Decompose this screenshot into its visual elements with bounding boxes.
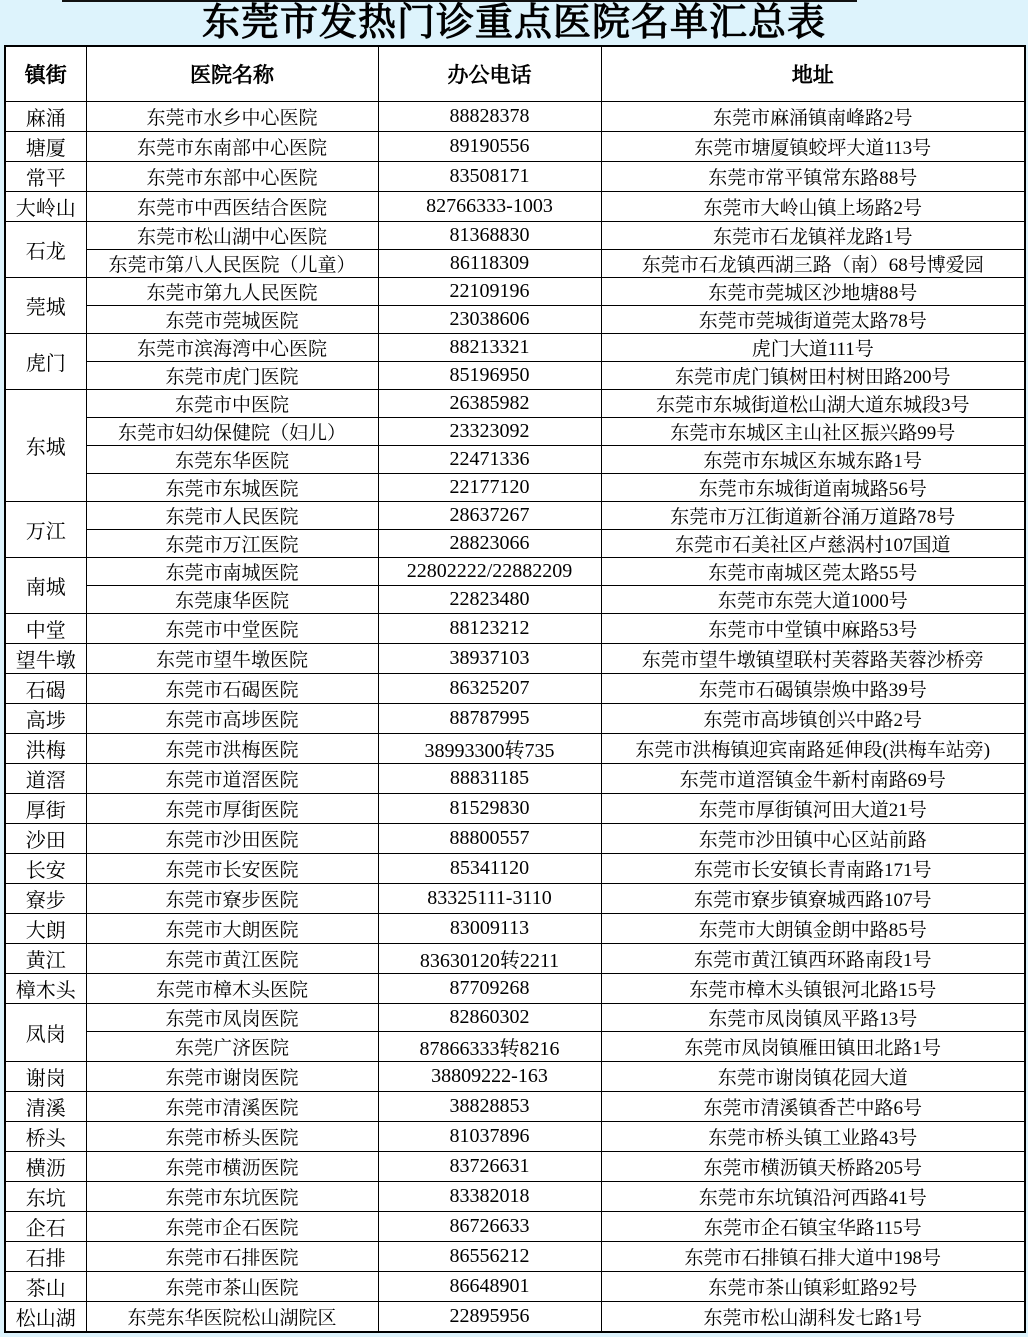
address-cell: 东莞市东坑镇沿河西路41号 bbox=[601, 1182, 1025, 1212]
header-row bbox=[5, 46, 1025, 102]
hospital-name-cell: 东莞市横沥医院 bbox=[86, 1152, 378, 1182]
phone-cell: 86648901 bbox=[378, 1272, 601, 1302]
address-cell: 东莞市莞城区沙地塘88号 bbox=[601, 278, 1025, 306]
table-row bbox=[5, 1212, 1025, 1242]
table-row bbox=[5, 102, 1025, 132]
table-row bbox=[5, 704, 1025, 734]
table-row bbox=[5, 1152, 1025, 1182]
phone-cell: 38809222-163 bbox=[378, 1062, 601, 1092]
phone-cell: 82860302 bbox=[378, 1004, 601, 1032]
hospital-name-cell: 东莞市大朗医院 bbox=[86, 914, 378, 944]
hospital-name-cell: 东莞市人民医院 bbox=[86, 502, 378, 530]
hospital-name-cell: 东莞市厚街医院 bbox=[86, 794, 378, 824]
table-row bbox=[5, 1242, 1025, 1272]
town-cell: 塘厦 bbox=[5, 132, 86, 162]
phone-cell: 88123212 bbox=[378, 614, 601, 644]
town-cell: 万江 bbox=[5, 502, 86, 558]
table-row bbox=[5, 530, 1025, 558]
hospital-name-cell: 东莞市清溪医院 bbox=[86, 1092, 378, 1122]
phone-cell: 83382018 bbox=[378, 1182, 601, 1212]
address-cell: 东莞市虎门镇树田村树田路200号 bbox=[601, 362, 1025, 390]
address-cell: 东莞市谢岗镇花园大道 bbox=[601, 1062, 1025, 1092]
town-cell: 常平 bbox=[5, 162, 86, 192]
town-cell: 企石 bbox=[5, 1212, 86, 1242]
address-cell: 东莞市高埗镇创兴中路2号 bbox=[601, 704, 1025, 734]
hospital-name-cell: 东莞市桥头医院 bbox=[86, 1122, 378, 1152]
address-cell: 东莞市长安镇长青南路171号 bbox=[601, 854, 1025, 884]
phone-cell: 22802222/22882209 bbox=[378, 558, 601, 586]
table-row bbox=[5, 1182, 1025, 1212]
phone-cell: 87709268 bbox=[378, 974, 601, 1004]
town-cell: 厚街 bbox=[5, 794, 86, 824]
table-row bbox=[5, 278, 1025, 306]
table-row bbox=[5, 222, 1025, 250]
address-cell: 东莞市东莞大道1000号 bbox=[601, 586, 1025, 614]
town-cell: 麻涌 bbox=[5, 102, 86, 132]
hospital-name-cell: 东莞市妇幼保健院（妇儿） bbox=[86, 418, 378, 446]
address-cell: 东莞市南城区莞太路55号 bbox=[601, 558, 1025, 586]
hospital-name-cell: 东莞康华医院 bbox=[86, 586, 378, 614]
hospital-name-cell: 东莞市虎门医院 bbox=[86, 362, 378, 390]
address-cell: 东莞市东城街道南城路56号 bbox=[601, 474, 1025, 502]
town-cell: 大岭山 bbox=[5, 192, 86, 222]
column-header-hospital-name: 医院名称 bbox=[86, 46, 378, 102]
address-cell: 东莞市东城街道松山湖大道东城段3号 bbox=[601, 390, 1025, 418]
phone-cell: 26385982 bbox=[378, 390, 601, 418]
phone-cell: 85196950 bbox=[378, 362, 601, 390]
hospital-name-cell: 东莞市凤岗医院 bbox=[86, 1004, 378, 1032]
table-row bbox=[5, 674, 1025, 704]
phone-cell: 22823480 bbox=[378, 586, 601, 614]
address-cell: 东莞市道滘镇金牛新村南路69号 bbox=[601, 764, 1025, 794]
address-cell: 东莞市清溪镇香芒中路6号 bbox=[601, 1092, 1025, 1122]
hospital-name-cell: 东莞市中西医结合医院 bbox=[86, 192, 378, 222]
town-cell: 道滘 bbox=[5, 764, 86, 794]
hospital-table bbox=[4, 45, 1026, 1333]
table-row bbox=[5, 1302, 1025, 1333]
table-row bbox=[5, 306, 1025, 334]
town-cell: 莞城 bbox=[5, 278, 86, 334]
hospital-name-cell: 东莞市道滘医院 bbox=[86, 764, 378, 794]
address-cell: 东莞市企石镇宝华路115号 bbox=[601, 1212, 1025, 1242]
column-header-town: 镇街 bbox=[5, 46, 86, 102]
town-cell: 凤岗 bbox=[5, 1004, 86, 1062]
phone-cell: 81037896 bbox=[378, 1122, 601, 1152]
table-row bbox=[5, 558, 1025, 586]
town-cell: 寮步 bbox=[5, 884, 86, 914]
hospital-name-cell: 东莞市樟木头医院 bbox=[86, 974, 378, 1004]
table-row bbox=[5, 192, 1025, 222]
phone-cell: 86118309 bbox=[378, 250, 601, 278]
column-header-phone: 办公电话 bbox=[378, 46, 601, 102]
hospital-name-cell: 东莞市松山湖中心医院 bbox=[86, 222, 378, 250]
table-row bbox=[5, 586, 1025, 614]
town-cell: 石碣 bbox=[5, 674, 86, 704]
top-edge-line bbox=[62, 0, 857, 2]
hospital-name-cell: 东莞市高埗医院 bbox=[86, 704, 378, 734]
hospital-name-cell: 东莞市洪梅医院 bbox=[86, 734, 378, 764]
hospital-name-cell: 东莞东华医院 bbox=[86, 446, 378, 474]
phone-cell: 88800557 bbox=[378, 824, 601, 854]
phone-cell: 83726631 bbox=[378, 1152, 601, 1182]
town-cell: 清溪 bbox=[5, 1092, 86, 1122]
address-cell: 东莞市洪梅镇迎宾南路延伸段(洪梅车站旁) bbox=[601, 734, 1025, 764]
town-cell: 茶山 bbox=[5, 1272, 86, 1302]
address-cell: 东莞市石龙镇祥龙路1号 bbox=[601, 222, 1025, 250]
phone-cell: 88213321 bbox=[378, 334, 601, 362]
table-row bbox=[5, 884, 1025, 914]
phone-cell: 86556212 bbox=[378, 1242, 601, 1272]
town-cell: 沙田 bbox=[5, 824, 86, 854]
phone-cell: 23038606 bbox=[378, 306, 601, 334]
town-cell: 石龙 bbox=[5, 222, 86, 278]
address-cell: 东莞市石龙镇西湖三路（南）68号博爱园 bbox=[601, 250, 1025, 278]
phone-cell: 88831185 bbox=[378, 764, 601, 794]
address-cell: 东莞市茶山镇彩虹路92号 bbox=[601, 1272, 1025, 1302]
page-title: 东莞市发热门诊重点医院名单汇总表 bbox=[201, 2, 826, 44]
table-row bbox=[5, 1092, 1025, 1122]
table-row bbox=[5, 362, 1025, 390]
hospital-name-cell: 东莞市万江医院 bbox=[86, 530, 378, 558]
table-row bbox=[5, 334, 1025, 362]
table-row bbox=[5, 974, 1025, 1004]
table-row bbox=[5, 502, 1025, 530]
table-row bbox=[5, 162, 1025, 192]
hospital-name-cell: 东莞市东坑医院 bbox=[86, 1182, 378, 1212]
table-row bbox=[5, 132, 1025, 162]
phone-cell: 82766333-1003 bbox=[378, 192, 601, 222]
town-cell: 松山湖 bbox=[5, 1302, 86, 1333]
hospital-name-cell: 东莞市中医院 bbox=[86, 390, 378, 418]
hospital-name-cell: 东莞市寮步医院 bbox=[86, 884, 378, 914]
phone-cell: 38828853 bbox=[378, 1092, 601, 1122]
phone-cell: 83009113 bbox=[378, 914, 601, 944]
phone-cell: 38937103 bbox=[378, 644, 601, 674]
address-cell: 东莞市东城区东城东路1号 bbox=[601, 446, 1025, 474]
hospital-name-cell: 东莞市莞城医院 bbox=[86, 306, 378, 334]
address-cell: 东莞市望牛墩镇望联村芙蓉路芙蓉沙桥旁 bbox=[601, 644, 1025, 674]
hospital-name-cell: 东莞市东城医院 bbox=[86, 474, 378, 502]
table-row bbox=[5, 1032, 1025, 1062]
phone-cell: 23323092 bbox=[378, 418, 601, 446]
hospital-name-cell: 东莞市第八人民医院（儿童） bbox=[86, 250, 378, 278]
town-cell: 东城 bbox=[5, 390, 86, 502]
hospital-name-cell: 东莞市谢岗医院 bbox=[86, 1062, 378, 1092]
town-cell: 中堂 bbox=[5, 614, 86, 644]
phone-cell: 83508171 bbox=[378, 162, 601, 192]
hospital-name-cell: 东莞广济医院 bbox=[86, 1032, 378, 1062]
address-cell: 东莞市石排镇石排大道中198号 bbox=[601, 1242, 1025, 1272]
phone-cell: 28823066 bbox=[378, 530, 601, 558]
table-row bbox=[5, 418, 1025, 446]
address-cell: 东莞市松山湖科发七路1号 bbox=[601, 1302, 1025, 1333]
hospital-name-cell: 东莞市长安医院 bbox=[86, 854, 378, 884]
address-cell: 东莞市万江街道新谷涌万道路78号 bbox=[601, 502, 1025, 530]
address-cell: 东莞市石碣镇崇焕中路39号 bbox=[601, 674, 1025, 704]
phone-cell: 22471336 bbox=[378, 446, 601, 474]
table-row bbox=[5, 474, 1025, 502]
town-cell: 虎门 bbox=[5, 334, 86, 390]
phone-cell: 22177120 bbox=[378, 474, 601, 502]
table-row bbox=[5, 644, 1025, 674]
table-row bbox=[5, 1004, 1025, 1032]
phone-cell: 22109196 bbox=[378, 278, 601, 306]
phone-cell: 86325207 bbox=[378, 674, 601, 704]
table-row bbox=[5, 1272, 1025, 1302]
address-cell: 东莞市寮步镇寮城西路107号 bbox=[601, 884, 1025, 914]
hospital-name-cell: 东莞市企石医院 bbox=[86, 1212, 378, 1242]
address-cell: 东莞市凤岗镇凤平路13号 bbox=[601, 1004, 1025, 1032]
town-cell: 南城 bbox=[5, 558, 86, 614]
town-cell: 大朗 bbox=[5, 914, 86, 944]
address-cell: 虎门大道111号 bbox=[601, 334, 1025, 362]
phone-cell: 28637267 bbox=[378, 502, 601, 530]
address-cell: 东莞市常平镇常东路88号 bbox=[601, 162, 1025, 192]
address-cell: 东莞市莞城街道莞太路78号 bbox=[601, 306, 1025, 334]
address-cell: 东莞市桥头镇工业路43号 bbox=[601, 1122, 1025, 1152]
table-row bbox=[5, 854, 1025, 884]
town-cell: 石排 bbox=[5, 1242, 86, 1272]
town-cell: 长安 bbox=[5, 854, 86, 884]
town-cell: 黄江 bbox=[5, 944, 86, 974]
hospital-name-cell: 东莞市黄江医院 bbox=[86, 944, 378, 974]
table-row bbox=[5, 1122, 1025, 1152]
phone-cell: 87866333转8216 bbox=[378, 1032, 601, 1062]
table-row bbox=[5, 250, 1025, 278]
address-cell: 东莞市中堂镇中麻路53号 bbox=[601, 614, 1025, 644]
town-cell: 谢岗 bbox=[5, 1062, 86, 1092]
table-row bbox=[5, 446, 1025, 474]
hospital-name-cell: 东莞市第九人民医院 bbox=[86, 278, 378, 306]
table-body bbox=[5, 102, 1025, 1333]
town-cell: 洪梅 bbox=[5, 734, 86, 764]
address-cell: 东莞市沙田镇中心区站前路 bbox=[601, 824, 1025, 854]
hospital-name-cell: 东莞东华医院松山湖院区 bbox=[86, 1302, 378, 1333]
hospital-name-cell: 东莞市望牛墩医院 bbox=[86, 644, 378, 674]
table-row bbox=[5, 944, 1025, 974]
table-row bbox=[5, 764, 1025, 794]
hospital-name-cell: 东莞市石排医院 bbox=[86, 1242, 378, 1272]
phone-cell: 81529830 bbox=[378, 794, 601, 824]
address-cell: 东莞市横沥镇天桥路205号 bbox=[601, 1152, 1025, 1182]
address-cell: 东莞市大岭山镇上场路2号 bbox=[601, 192, 1025, 222]
hospital-name-cell: 东莞市中堂医院 bbox=[86, 614, 378, 644]
phone-cell: 22895956 bbox=[378, 1302, 601, 1333]
town-cell: 东坑 bbox=[5, 1182, 86, 1212]
table-row bbox=[5, 1062, 1025, 1092]
hospital-name-cell: 东莞市东部中心医院 bbox=[86, 162, 378, 192]
address-cell: 东莞市樟木头镇银河北路15号 bbox=[601, 974, 1025, 1004]
table-row bbox=[5, 614, 1025, 644]
phone-cell: 81368830 bbox=[378, 222, 601, 250]
phone-cell: 85341120 bbox=[378, 854, 601, 884]
phone-cell: 88787995 bbox=[378, 704, 601, 734]
table-row bbox=[5, 794, 1025, 824]
hospital-name-cell: 东莞市沙田医院 bbox=[86, 824, 378, 854]
address-cell: 东莞市厚街镇河田大道21号 bbox=[601, 794, 1025, 824]
table-row bbox=[5, 914, 1025, 944]
town-cell: 横沥 bbox=[5, 1152, 86, 1182]
hospital-name-cell: 东莞市茶山医院 bbox=[86, 1272, 378, 1302]
town-cell: 高埗 bbox=[5, 704, 86, 734]
town-cell: 桥头 bbox=[5, 1122, 86, 1152]
town-cell: 望牛墩 bbox=[5, 644, 86, 674]
phone-cell: 83325111-3110 bbox=[378, 884, 601, 914]
hospital-name-cell: 东莞市滨海湾中心医院 bbox=[86, 334, 378, 362]
address-cell: 东莞市东城区主山社区振兴路99号 bbox=[601, 418, 1025, 446]
phone-cell: 83630120转2211 bbox=[378, 944, 601, 974]
address-cell: 东莞市麻涌镇南峰路2号 bbox=[601, 102, 1025, 132]
column-header-address: 地址 bbox=[601, 46, 1025, 102]
phone-cell: 86726633 bbox=[378, 1212, 601, 1242]
hospital-name-cell: 东莞市水乡中心医院 bbox=[86, 102, 378, 132]
phone-cell: 89190556 bbox=[378, 132, 601, 162]
address-cell: 东莞市大朗镇金朗中路85号 bbox=[601, 914, 1025, 944]
table-row bbox=[5, 824, 1025, 854]
hospital-name-cell: 东莞市南城医院 bbox=[86, 558, 378, 586]
hospital-name-cell: 东莞市东南部中心医院 bbox=[86, 132, 378, 162]
table-row bbox=[5, 390, 1025, 418]
town-cell: 樟木头 bbox=[5, 974, 86, 1004]
phone-cell: 88828378 bbox=[378, 102, 601, 132]
address-cell: 东莞市黄江镇西环路南段1号 bbox=[601, 944, 1025, 974]
address-cell: 东莞市凤岗镇雁田镇田北路1号 bbox=[601, 1032, 1025, 1062]
address-cell: 东莞市塘厦镇蛟坪大道113号 bbox=[601, 132, 1025, 162]
address-cell: 东莞市石美社区卢慈涡村107国道 bbox=[601, 530, 1025, 558]
table-row bbox=[5, 734, 1025, 764]
hospital-name-cell: 东莞市石碣医院 bbox=[86, 674, 378, 704]
phone-cell: 38993300转735 bbox=[378, 734, 601, 764]
